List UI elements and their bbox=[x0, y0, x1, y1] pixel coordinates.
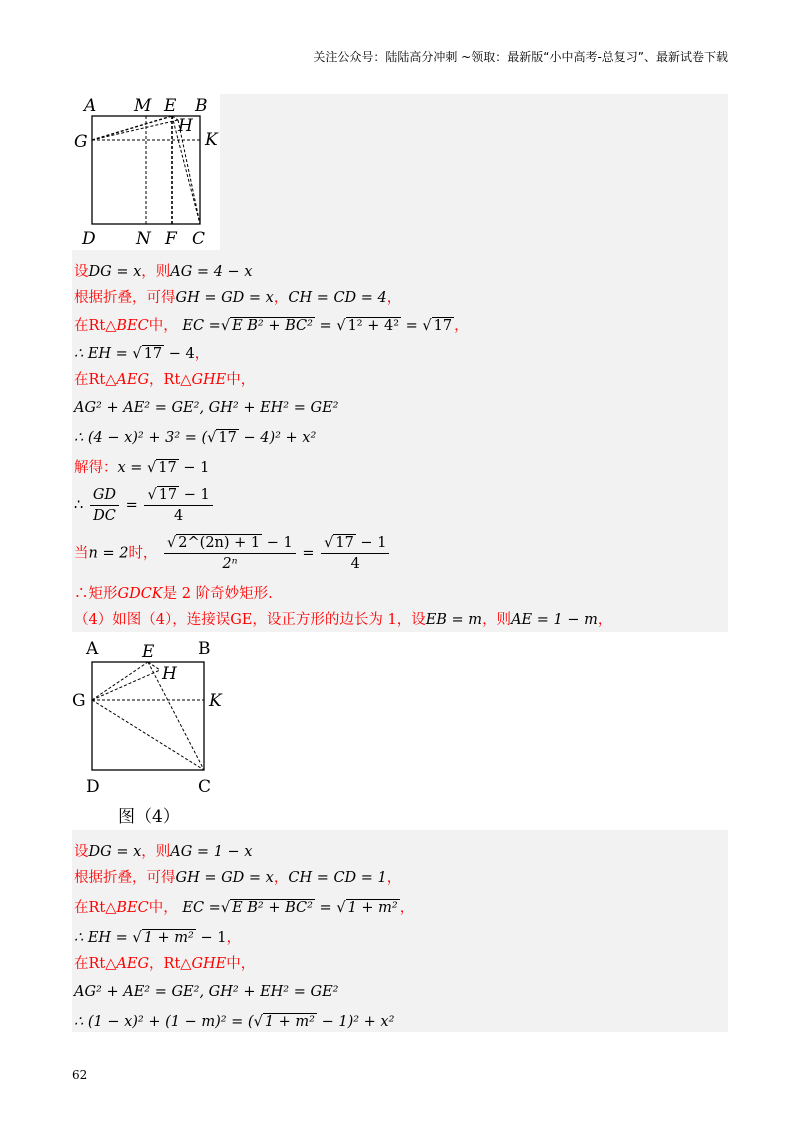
label-h-2: H bbox=[162, 664, 177, 684]
line-gh bbox=[92, 120, 178, 140]
label-f: F bbox=[165, 229, 177, 249]
p3-line-4: ∴ EH = √ 17 − 4， bbox=[74, 346, 210, 362]
figure-2-caption: 图（4） bbox=[118, 807, 180, 827]
p3-line-11: ∴矩形GDCK是 2 阶奇妙矩形. bbox=[74, 586, 273, 602]
label-b-2: B bbox=[198, 639, 211, 659]
line-ge bbox=[92, 116, 172, 140]
label-b: B bbox=[195, 96, 208, 116]
p3-line-5: 在Rt△AEG，Rt△GHE中， bbox=[74, 372, 256, 388]
figure-1 bbox=[72, 94, 220, 250]
square-abcd-2 bbox=[92, 662, 204, 770]
page-header: 关注公众号：陆陆高分冲刺 ~领取：最新版“小中高考-总复习”、最新试卷下载 bbox=[313, 50, 728, 64]
p3-line-7: ∴ (4 − x)² + 3² = (√ 17 − 4)² + x² bbox=[74, 430, 317, 446]
page-number: 62 bbox=[72, 1068, 88, 1082]
line-ge-2 bbox=[92, 662, 148, 700]
p3-line-9: ∴ $\frac{GD}{DC}$ = $\frac{√ 17 - 1}{4}$ bbox=[74, 486, 215, 525]
p3-line-10: 当n = 2时， $\frac{√ 2\^{}(2n) + 1 - 1}{\text{2ⁿ}}$ = $\frac{√ 17 - 1}{4}$ bbox=[74, 534, 391, 573]
p4-line-3: 在Rt△BEC中， EC =√ E B² + BC² = √ 1 + m² ， bbox=[74, 900, 415, 916]
p4-line-7: ∴ (1 − x)² + (1 − m)² = (√ 1 + m² − 1)² + x² bbox=[74, 1014, 395, 1030]
label-d: D bbox=[82, 229, 96, 249]
p4-line-6: AG² + AE² = GE², GH² + EH² = GE² bbox=[74, 984, 339, 1000]
label-d-2: D bbox=[86, 777, 100, 797]
label-c: C bbox=[192, 229, 206, 249]
label-n: N bbox=[136, 229, 151, 249]
label-g: G bbox=[74, 132, 88, 152]
p4-line-1: 设DG = x，则AG = 1 − x bbox=[74, 844, 253, 860]
label-g-2: G bbox=[72, 691, 86, 711]
line-gc-2 bbox=[92, 700, 204, 770]
label-a-2: A bbox=[86, 639, 99, 659]
p3-line-1: 设DG = x，则AG = 4 − x bbox=[74, 264, 253, 280]
label-e: E bbox=[164, 96, 177, 116]
label-h: H bbox=[178, 116, 193, 136]
figure-2 bbox=[72, 636, 224, 830]
p3-line-2: 根据折叠，可得GH = GD = x，CH = CD = 4， bbox=[74, 290, 402, 306]
label-a: A bbox=[84, 96, 97, 116]
p3-line-6: AG² + AE² = GE², GH² + EH² = GE² bbox=[74, 400, 339, 416]
p3-line-3: 在Rt△BEC中， EC =√ E B² + BC² = √ 1² + 4² = √ 17 ， bbox=[74, 318, 469, 334]
label-m: M bbox=[134, 96, 152, 116]
label-k-2: K bbox=[209, 691, 222, 711]
label-k: K bbox=[205, 130, 218, 150]
p4-line-2: 根据折叠，可得GH = GD = x，CH = CD = 1， bbox=[74, 870, 402, 886]
p4-intro: （4）如图（4），连接误GE，设正方形的边长为 1，设EB = m，则AE = 1 − m， bbox=[74, 612, 613, 628]
p3-line-8: 解得：x = √ 17 − 1 bbox=[74, 460, 210, 476]
p4-line-4: ∴ EH = √ 1 + m² − 1， bbox=[74, 930, 241, 946]
line-gh-2 bbox=[92, 670, 160, 700]
label-e-2: E bbox=[142, 642, 155, 662]
line-eh-2 bbox=[148, 662, 160, 670]
p4-line-5: 在Rt△AEG，Rt△GHE中， bbox=[74, 956, 256, 972]
label-c-2: C bbox=[198, 777, 212, 797]
